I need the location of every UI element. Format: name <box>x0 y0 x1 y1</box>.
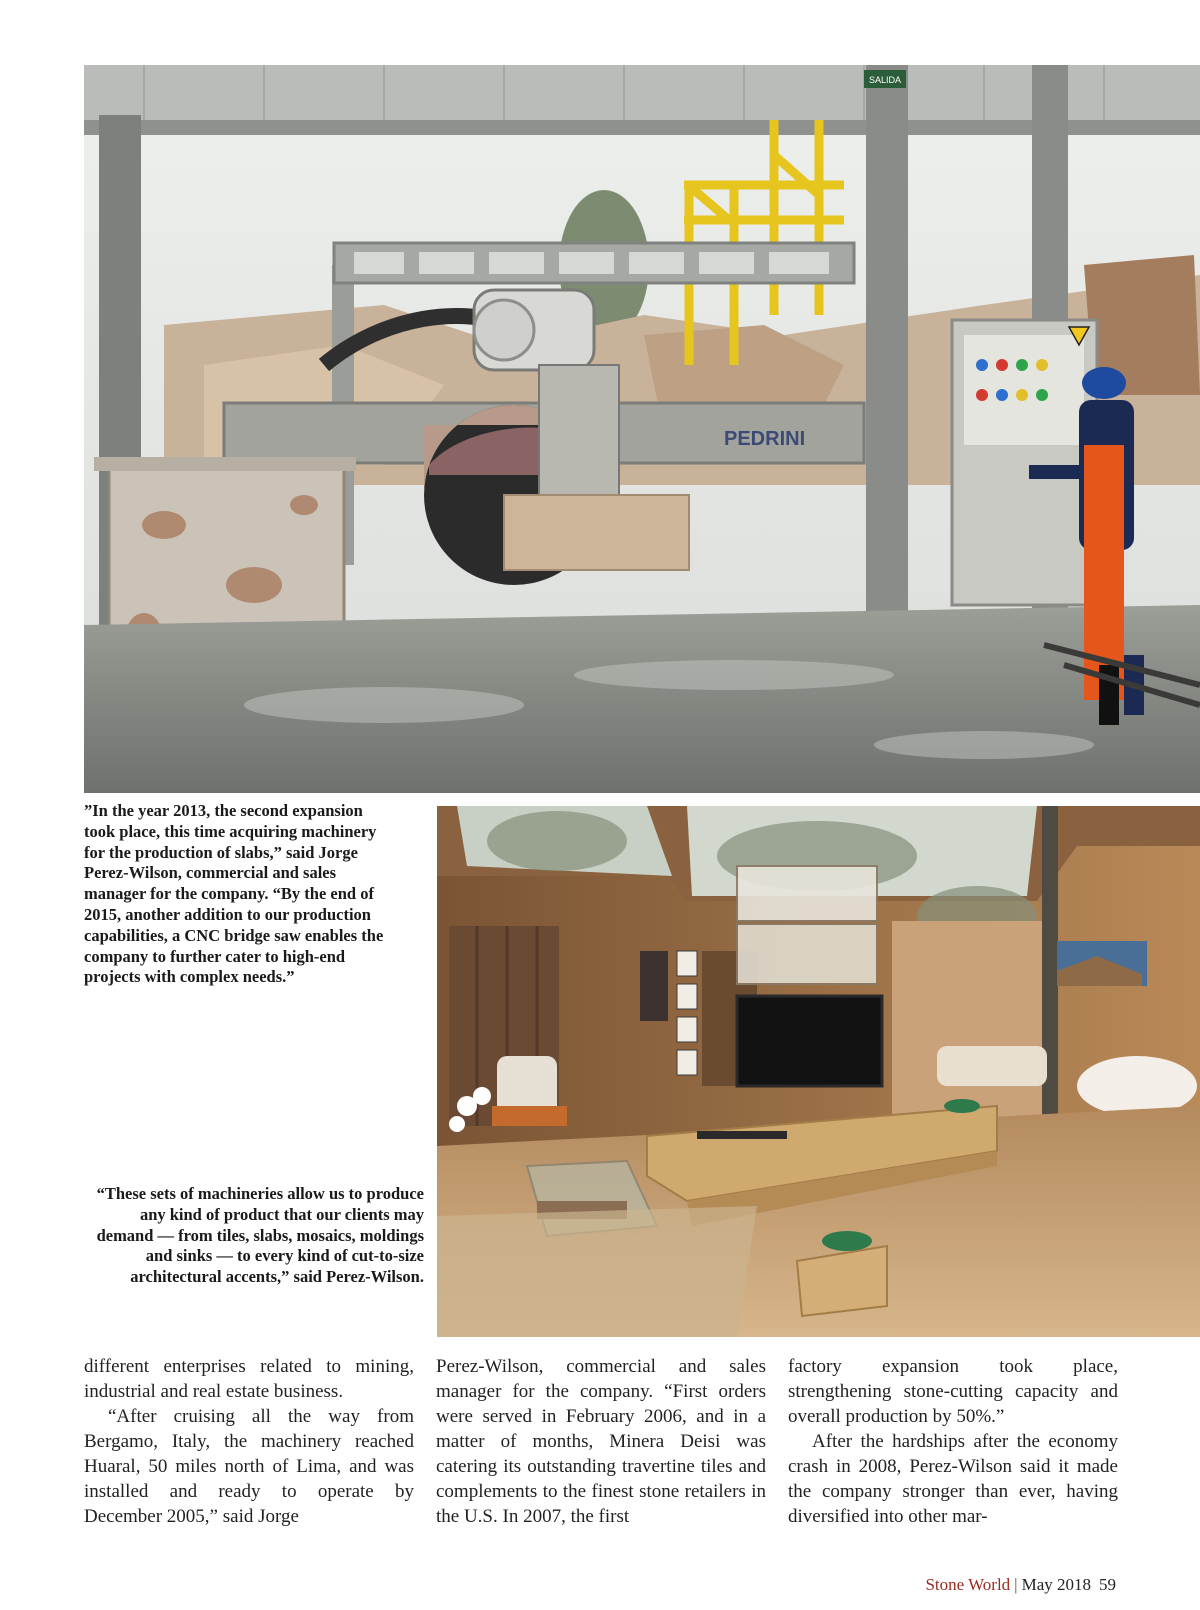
body-paragraph: Perez-Wilson, commercial and sales manager for the company. “First orders were served in February 2006, and in a matter of months, Minera Deisi was catering its outstanding travertine tiles and complements to the finest stone retailers in the U.S. In 2007, the first <box>436 1356 766 1527</box>
salida-sign-text: SALIDA <box>869 75 902 85</box>
body-paragraph: “After cruising all the way from Bergamo, Italy, the machinery reached Huaral, 50 miles north of Lima, and was installed and ready to operate by December 2005,” said Jorge <box>84 1406 414 1527</box>
caption-machinery-quote: “These sets of machineries allow us to produce any kind of product that our clients may demand — from tiles, slabs, mosaics, moldings and sinks — to every kind of cut-to-size architectural accents,” said Perez-Wilson. <box>96 1184 424 1287</box>
body-paragraph: After the hardships after the economy crash in 2008, Perez-Wilson said it made the company stronger than ever, having diversified into other mar- <box>788 1431 1118 1527</box>
living-room-illustration <box>437 806 1200 1337</box>
page-number: 59 <box>1099 1575 1116 1594</box>
body-column-3 <box>788 1354 1118 1529</box>
body-paragraph: factory expansion took place, strengthening stone-cutting capacity and overall production by 50%.” <box>788 1356 1118 1427</box>
body-column-2 <box>436 1354 766 1529</box>
pedrini-brand-text: PEDRINI <box>724 428 806 450</box>
publication-name: Stone World <box>925 1575 1011 1594</box>
body-paragraph: different enterprises related to mining, industrial and real estate business. <box>84 1356 414 1402</box>
factory-saw-illustration <box>84 65 1200 793</box>
page-folio <box>925 1575 1116 1595</box>
travertine-living-room-photo <box>437 806 1200 1337</box>
folio-separator: | <box>1014 1575 1018 1594</box>
caption-expansion-2013: ”In the year 2013, the second expansion took place, this time acquiring machinery for the production of slabs,” said Jorge Perez-Wilson, commercial and sales manager for the company. “By the end of 2015, another addition to our production capabilities, a CNC bridge saw enables the company to further cater to high-end projects with complex needs.” <box>84 801 384 987</box>
issue-date: May 2018 <box>1021 1575 1091 1594</box>
body-column-1 <box>84 1354 414 1529</box>
factory-saw-photo <box>84 65 1200 793</box>
